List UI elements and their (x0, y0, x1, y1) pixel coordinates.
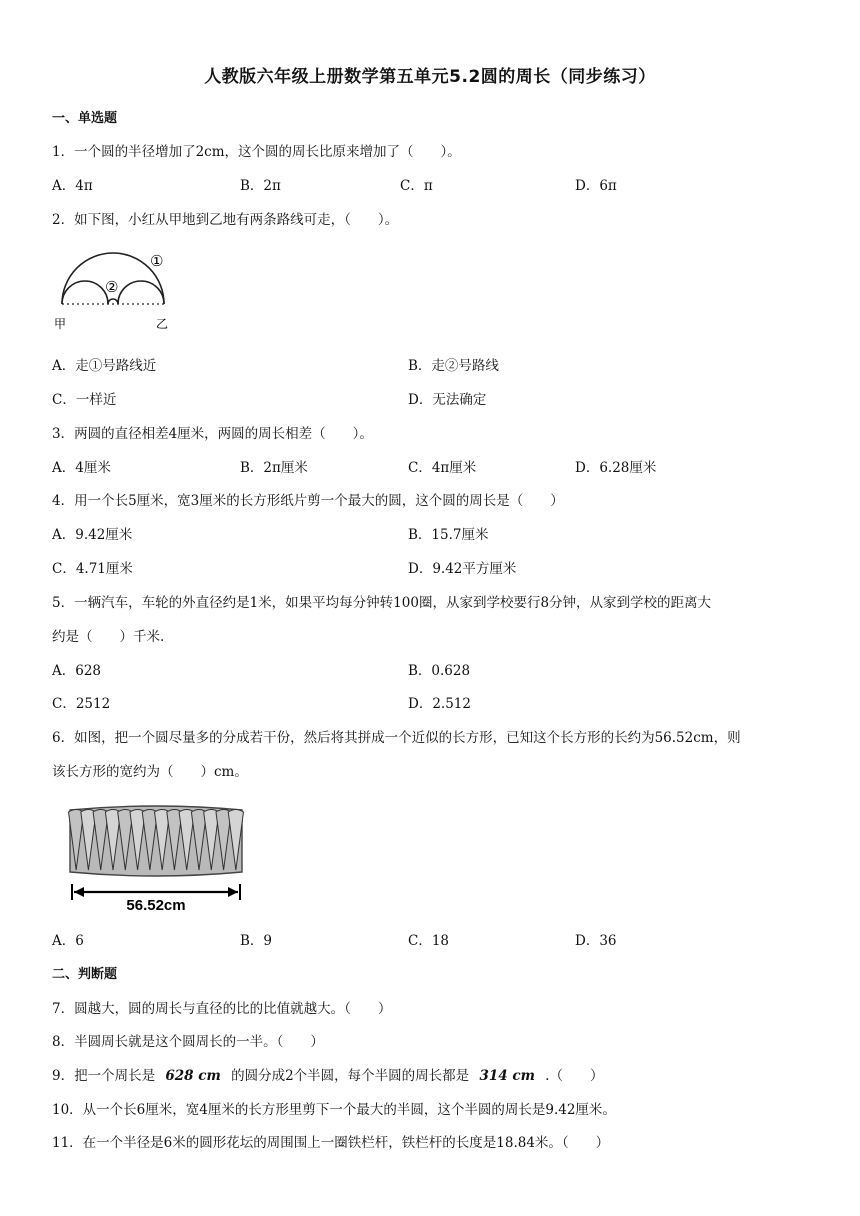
question-1-stem: 1．一个圆的半径增加了2cm，这个圆的周长比原来增加了（ ）。 (52, 144, 461, 160)
question-8-stem: 8．半圆周长就是这个圆周长的一半。（ ） (52, 1034, 324, 1050)
label-end: 乙 (156, 317, 169, 331)
question-4-option-a[interactable]: A．9.42厘米 (52, 527, 133, 543)
question-9-suffix: .（ ） (545, 1068, 604, 1084)
question-5-option-d[interactable]: D．2.512 (408, 696, 471, 712)
question-1-option-a[interactable]: A．4π (52, 178, 93, 194)
section-heading-single-choice: 一、单选题 (52, 111, 118, 126)
question-2-option-b[interactable]: B．走②号路线 (408, 358, 499, 374)
question-3-option-d[interactable]: D．6.28厘米 (575, 460, 657, 476)
route-diagram (50, 240, 190, 332)
question-11-stem: 11．在一个半径是6米的圆形花坛的周围围上一圈铁栏杆，铁栏杆的长度是18.84米。（ ） (52, 1135, 610, 1151)
question-6-option-c[interactable]: C．18 (408, 933, 450, 949)
measure-arrow-left (74, 887, 84, 897)
question-2-figure (50, 240, 190, 332)
question-10-stem: 10．从一个长6厘米，宽4厘米的长方形里剪下一个最大的半圆，这个半圆的周长是9.42厘米。 (52, 1102, 616, 1118)
question-9-prefix: 9．把一个周长是 (52, 1068, 156, 1084)
question-6-stem-line-1: 6．如图，把一个圆尽量多的分成若干份，然后将其拼成一个近似的长方形，已知这个长方形的长约为56.52cm，则 (52, 730, 741, 746)
question-1-option-d[interactable]: D．6π (575, 178, 617, 194)
question-2-stem: 2．如下图，小红从甲地到乙地有两条路线可走，（ ）。 (52, 212, 399, 228)
question-1-option-b[interactable]: B．2π (240, 178, 281, 194)
question-6-figure (62, 800, 252, 912)
question-9-math-314: 314 cm (479, 1068, 535, 1084)
route-2-arc-right (118, 281, 164, 304)
page-title: 人教版六年级上册数学第五单元5.2圆的周长（同步练习） (204, 67, 656, 87)
question-6-stem-line-2: 该长方形的宽约为（ ）cm。 (52, 764, 248, 780)
question-5-option-c[interactable]: C．2512 (52, 696, 111, 712)
question-9-math-628: 628 cm (165, 1068, 221, 1084)
question-3-option-b[interactable]: B．2π厘米 (240, 460, 308, 476)
question-6-option-b[interactable]: B．9 (240, 933, 273, 949)
question-5-option-b[interactable]: B．0.628 (408, 663, 471, 679)
label-route-1: ① (150, 252, 164, 270)
label-start: 甲 (54, 317, 67, 331)
question-3-option-a[interactable]: A．4厘米 (52, 460, 111, 476)
label-route-2: ② (105, 278, 119, 296)
section-heading-true-false: 二、判断题 (52, 967, 118, 982)
question-4-option-c[interactable]: C．4.71厘米 (52, 561, 133, 577)
question-6-option-a[interactable]: A．6 (52, 933, 84, 949)
question-9-middle: 的圆分成2个半圆，每个半圆的周长都是 (231, 1068, 470, 1084)
question-4-option-b[interactable]: B．15.7厘米 (408, 527, 489, 543)
question-3-option-c[interactable]: C．4π厘米 (408, 460, 477, 476)
rearranged-circle-diagram (62, 800, 252, 912)
question-5-stem-line-2: 约是（ ）千米. (52, 629, 165, 645)
question-6-option-d[interactable]: D．36 (575, 933, 617, 949)
question-2-option-d[interactable]: D．无法确定 (408, 392, 487, 408)
route-2-arc-middle (108, 299, 118, 304)
question-5-stem-line-1: 5．一辆汽车，车轮的外直径约是1米，如果平均每分钟转100圈，从家到学校要行8分钟，从家到学校的距离大 (52, 595, 712, 611)
question-2-option-c[interactable]: C．一样近 (52, 392, 117, 408)
question-4-option-d[interactable]: D．9.42平方厘米 (408, 561, 517, 577)
question-3-stem: 3．两圆的直径相差4厘米，两圆的周长相差（ ）。 (52, 426, 373, 442)
question-7-stem: 7．圆越大，圆的周长与直径的比的比值就越大。（ ） (52, 1001, 392, 1017)
question-5-option-a[interactable]: A．628 (52, 663, 102, 679)
question-2-option-a[interactable]: A．走①号路线近 (52, 358, 157, 374)
question-4-stem: 4．用一个长5厘米，宽3厘米的长方形纸片剪一个最大的圆，这个圆的周长是（ ） (52, 493, 564, 509)
measure-arrow-right (228, 887, 238, 897)
length-label: 56.52cm (126, 897, 186, 912)
question-9-stem (52, 1064, 603, 1084)
route-2-arc-left (62, 281, 108, 304)
question-1-option-c[interactable]: C．π (400, 178, 433, 194)
